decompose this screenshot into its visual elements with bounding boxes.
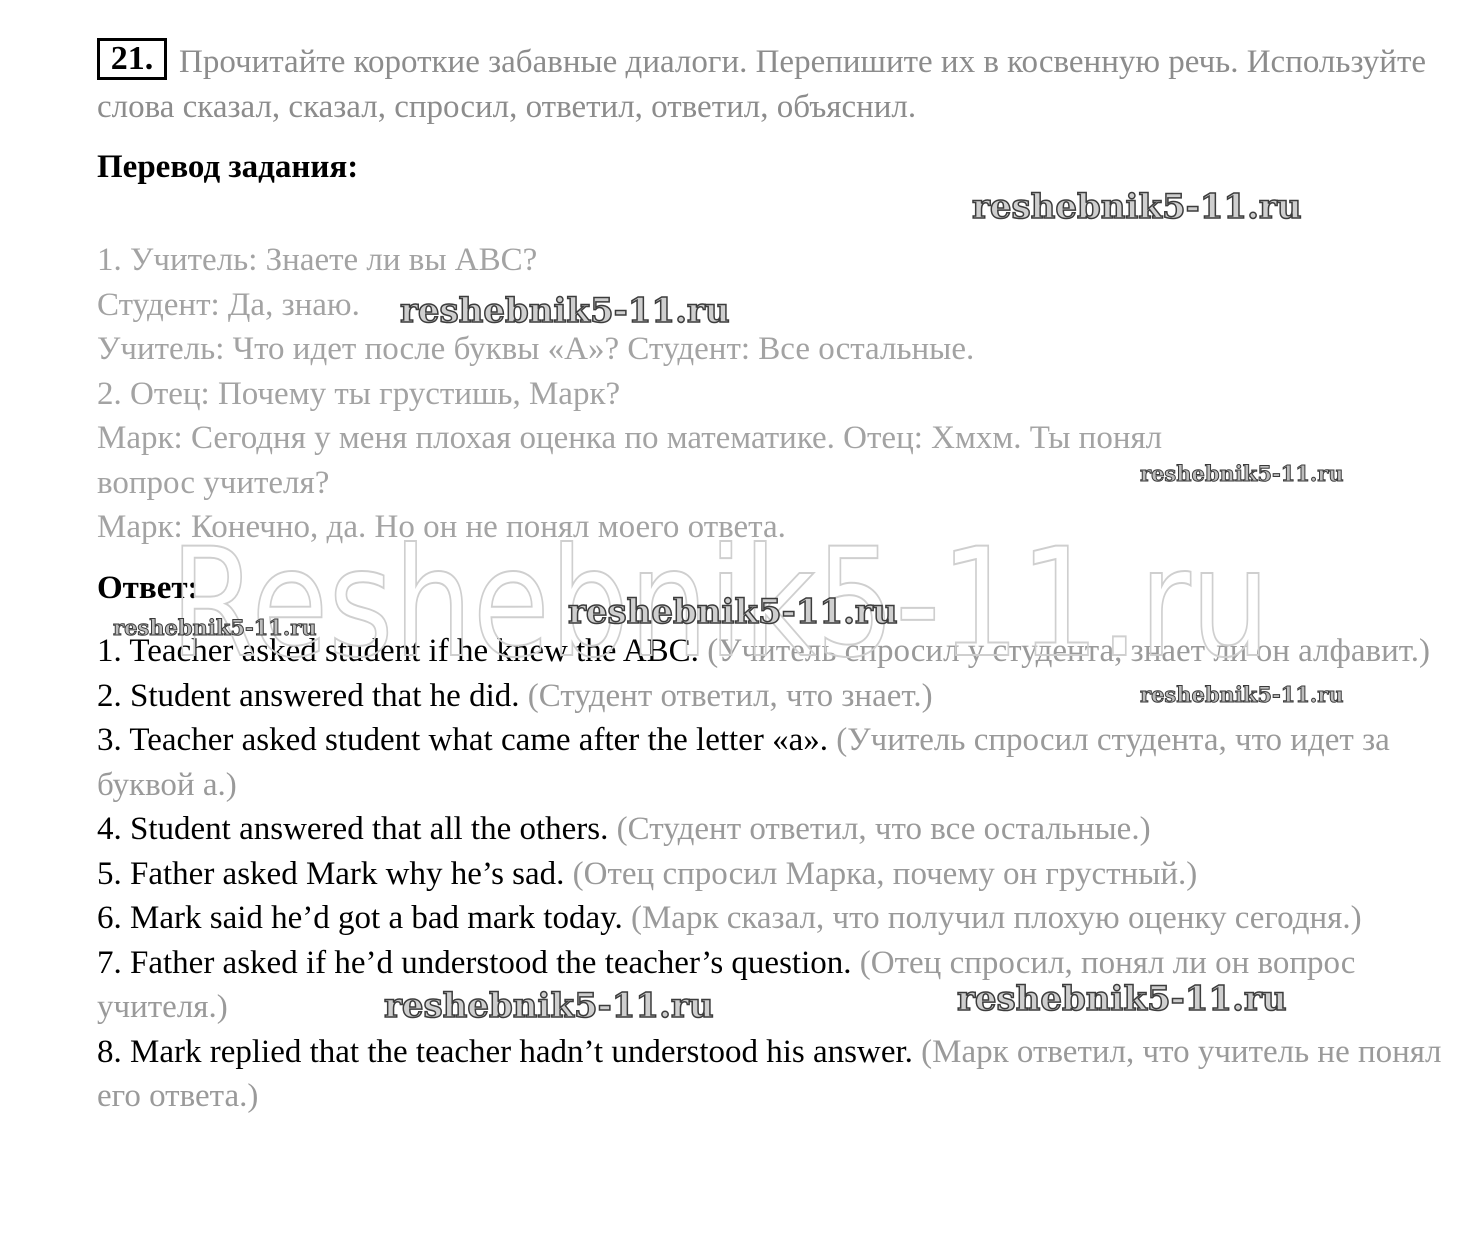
- exercise-task: Прочитайте короткие забавные диалоги. Перепишите их в косвенную речь. Используйте слова сказал, сказал, спросил, ответил, ответил, объяснил.: [97, 44, 1427, 125]
- translation-line: Марк: Конечно, да. Но он не понял моего ответа.: [97, 509, 786, 545]
- answer-english: 5. Father asked Mark why he’s sad.: [97, 855, 565, 892]
- exercise-number-box: 21.: [97, 38, 167, 80]
- answer-russian: (Отец спросил Марка, почему он грустный.): [572, 855, 1198, 892]
- answer-english: 2. Student answered that he did.: [97, 677, 520, 714]
- watermark: reshebnik5-11.ru: [972, 187, 1302, 227]
- watermark: reshebnik5-11.ru: [384, 986, 714, 1026]
- watermark: reshebnik5-11.ru: [113, 615, 317, 640]
- answer-russian: (Учитель спросил у студента, знает ли он алфавит.): [707, 633, 1430, 669]
- answer-russian: (Студент ответил, что все остальные.): [616, 811, 1151, 847]
- translation-line: 2. Отец: Почему ты грустишь, Марк?: [97, 375, 621, 412]
- answer-english: 6. Mark said he’d got a bad mark today.: [97, 900, 623, 936]
- background-watermark-text: Reshebnik5-11.ru: [170, 520, 1270, 680]
- answer-english: 8. Mark replied that the teacher hadn’t understood his answer.: [97, 1033, 913, 1070]
- watermark: reshebnik5-11.ru: [1140, 682, 1344, 707]
- answer-item: [97, 807, 1442, 852]
- translation-line: Учитель: Что идет после буквы «А»? Студент: Все остальные.: [97, 331, 975, 367]
- watermark: reshebnik5-11.ru: [957, 979, 1287, 1019]
- translation-line: вопрос учителя?: [97, 464, 330, 501]
- answer-item: [97, 1030, 1442, 1119]
- answer-russian: (Студент ответил, что знает.): [527, 677, 933, 714]
- answer-item: [97, 896, 1442, 941]
- translation-heading: Перевод задания:: [97, 149, 359, 185]
- watermark: reshebnik5-11.ru: [1140, 461, 1344, 486]
- translation-line: Марк: Сегодня у меня плохая оценка по математике. Отец: Хмхм. Ты понял: [97, 420, 1163, 456]
- watermark: reshebnik5-11.ru: [400, 291, 730, 331]
- answer-russian: (Марк ответил, что учитель не понял его ответа.): [97, 1033, 1442, 1114]
- answer-item: [97, 718, 1442, 807]
- answer-russian: (Учитель спросил студента, что идет за буквой а.): [97, 722, 1390, 803]
- translation-line: Студент: Да, знаю.: [97, 286, 360, 323]
- answer-russian: (Марк сказал, что получил плохую оценку сегодня.): [630, 900, 1362, 936]
- answer-heading: Ответ:: [97, 570, 199, 606]
- answer-russian: (Отец спросил, понял ли он вопрос учителя.): [97, 944, 1356, 1025]
- watermark: reshebnik5-11.ru: [568, 592, 898, 632]
- answer-english: 4. Student answered that all the others.: [97, 811, 609, 847]
- translation-line: 1. Учитель: Знаете ли вы ABC?: [97, 242, 538, 278]
- translation-block: [97, 238, 1397, 550]
- answer-english: 3. Teacher asked student what came after the letter «a».: [97, 722, 828, 758]
- answer-english: 1. Teacher asked student if he knew the ABC.: [97, 633, 699, 669]
- answer-item: [97, 852, 1442, 897]
- answer-english: 7. Father asked if he’d understood the teacher’s question.: [97, 944, 852, 981]
